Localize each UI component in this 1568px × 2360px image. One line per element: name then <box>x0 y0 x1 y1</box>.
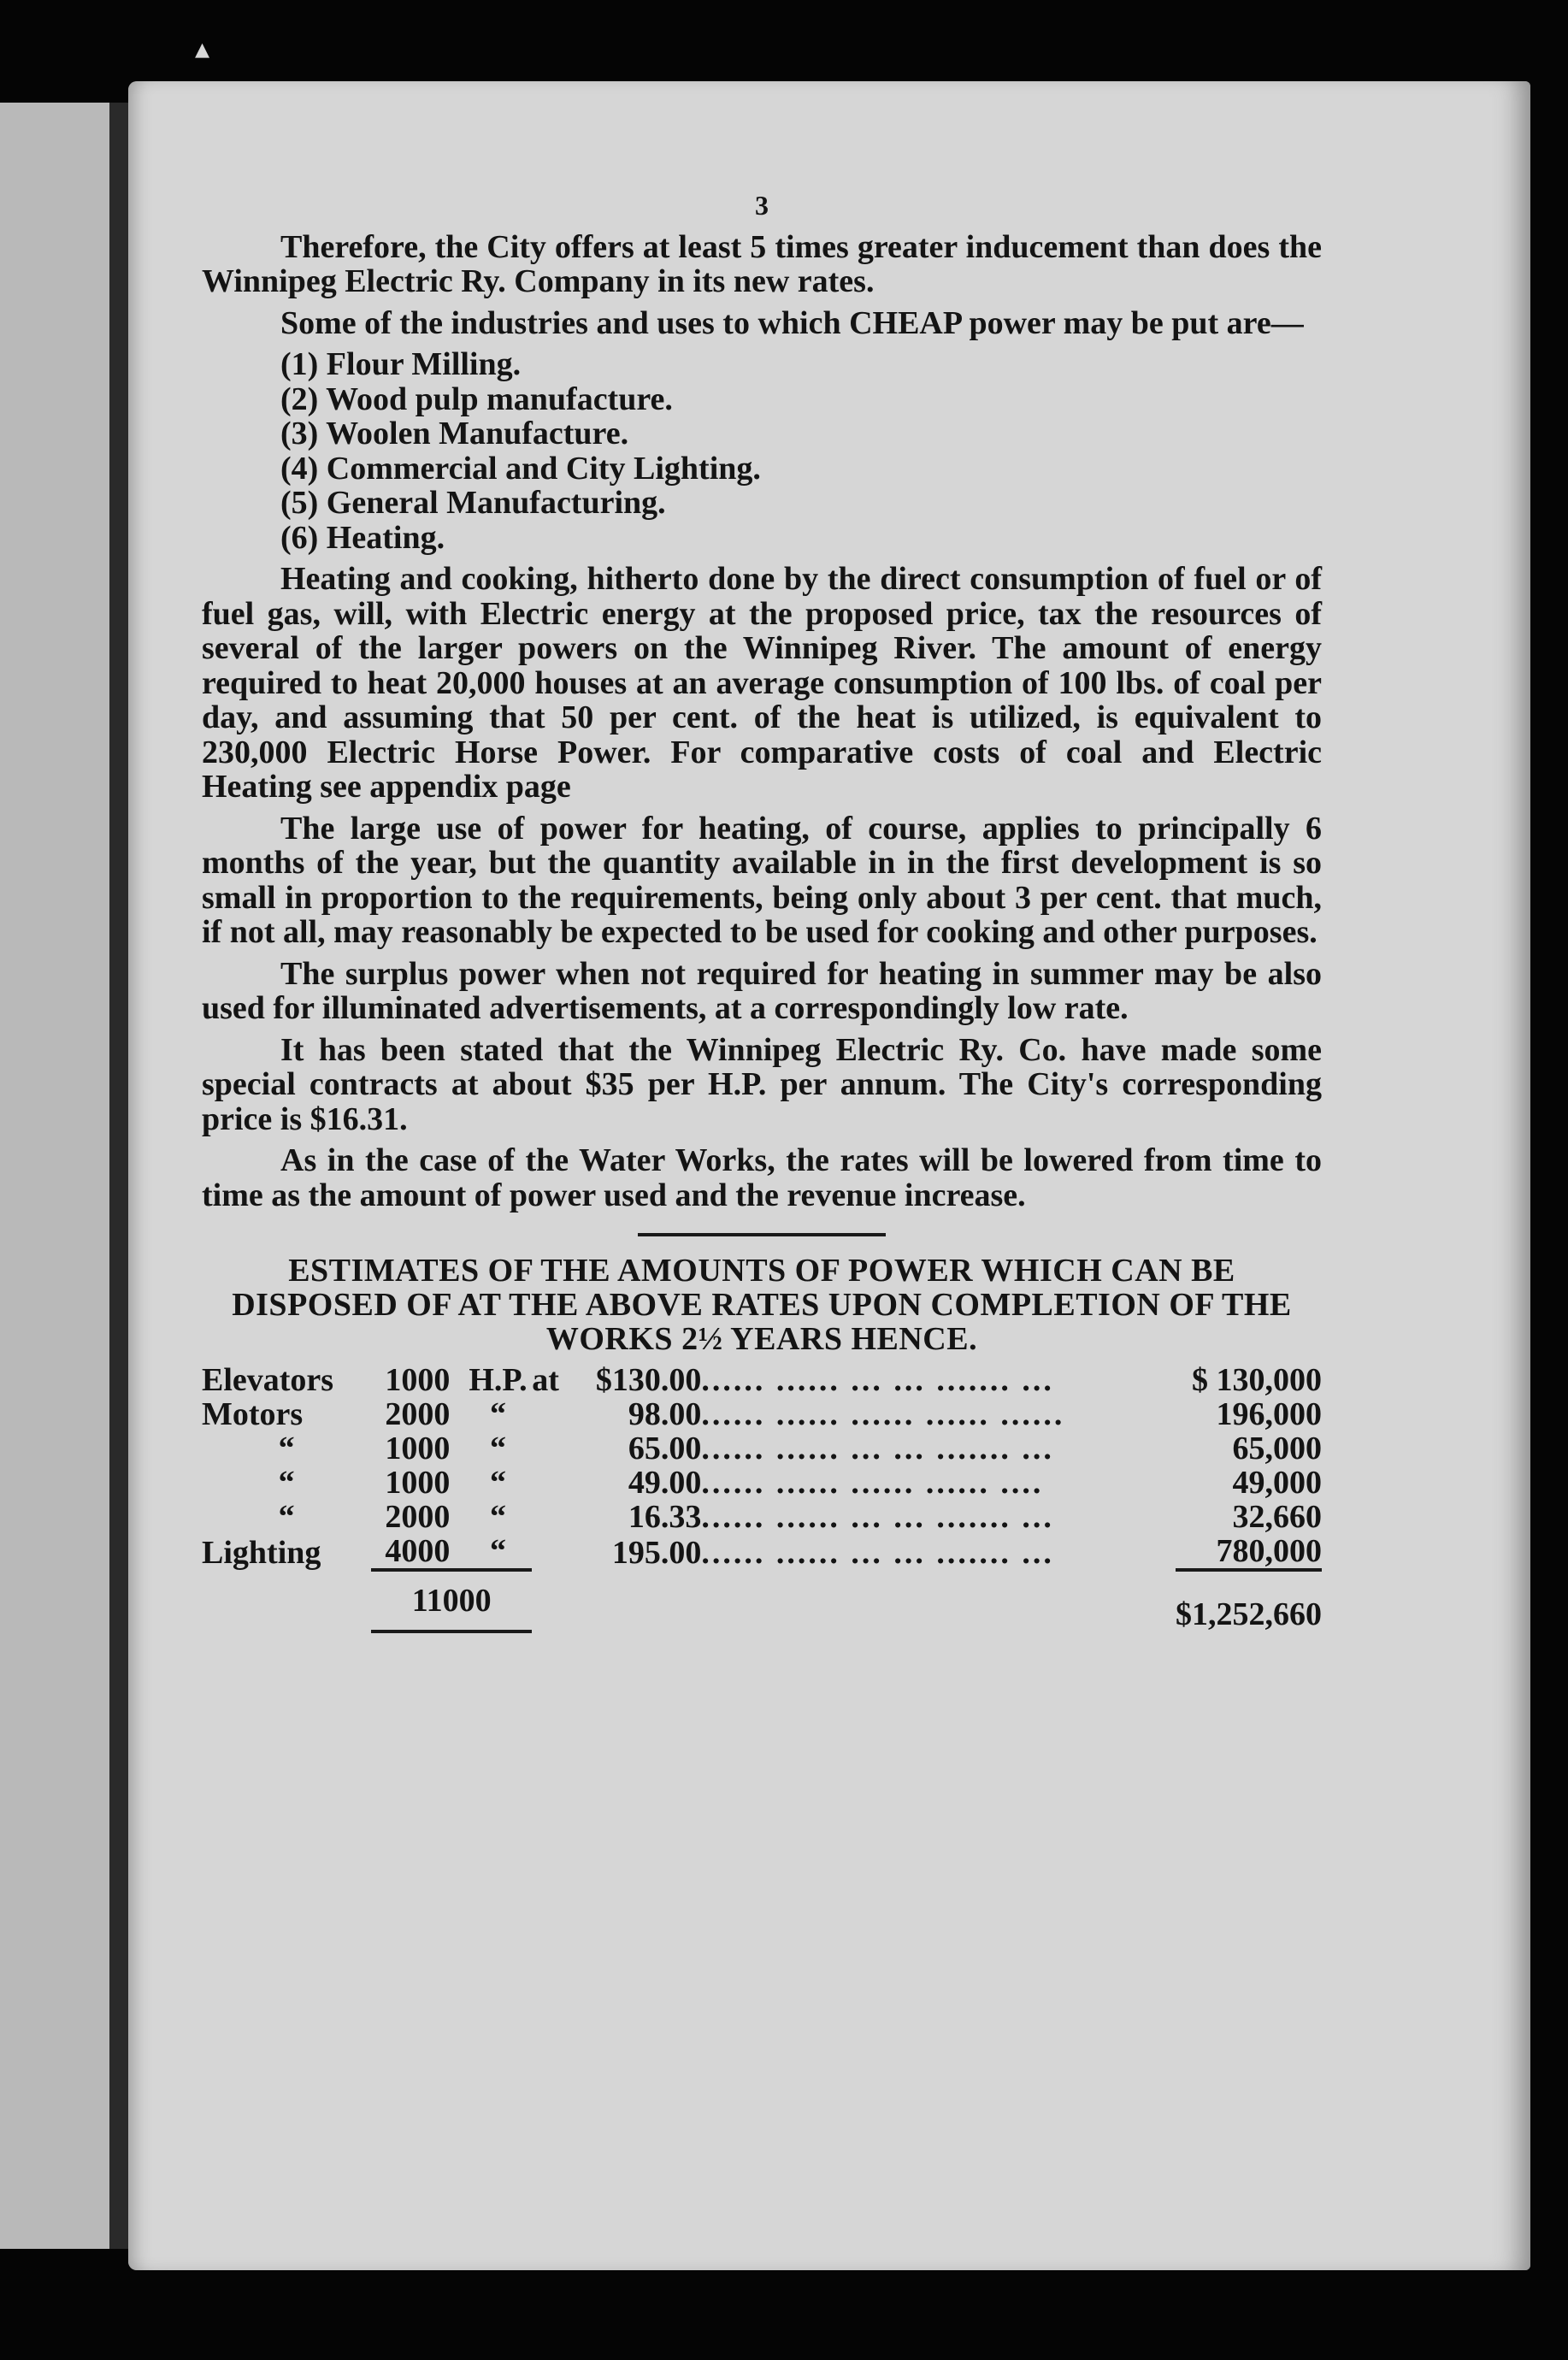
leader-dots: ...... ...... ... ... ....... ... <box>701 1500 1054 1534</box>
table-row <box>202 1500 1322 1534</box>
at-cell <box>532 1397 566 1431</box>
rate-cell: 16.33 <box>628 1499 702 1535</box>
use-cell: Lighting <box>202 1535 321 1571</box>
rate-cell: 195.00 <box>611 1535 702 1571</box>
table-row <box>202 1363 1322 1397</box>
industries-list <box>280 347 1322 555</box>
estimates-heading: ESTIMATES OF THE AMOUNTS OF POWER WHICH CAN BE DISPOSED OF AT THE ABOVE RATES UPON COMPLETION OF THE WORKS 2½ YEARS HENCE. <box>232 1253 1292 1357</box>
hp-cell: 1000 <box>385 1362 451 1398</box>
total-amount: $1,252,660 <box>1176 1570 1322 1631</box>
list-item: (4) Commercial and City Lighting. <box>280 450 761 487</box>
unit-cell: “ <box>489 1396 506 1432</box>
estimates-table <box>202 1363 1322 1633</box>
list-item: (3) Woolen Manufacture. <box>280 416 629 451</box>
at-cell <box>532 1534 566 1570</box>
scan-corner-mark: ▴ <box>195 32 210 66</box>
hp-cell: 2000 <box>385 1396 451 1432</box>
unit-cell: “ <box>489 1465 506 1501</box>
use-cell: “ <box>278 1431 295 1466</box>
paragraph-heating: Heating and cooking, hitherto done by the direct consumption of fuel or of fuel gas, will, with Electric energy at the proposed price, tax the resources of several of the larger powers on the Winnipeg River. The amount of energy required to heat 20,000 houses at an average consumption of 100 lbs. of coal per day, and assuming that 50 per cent. of the heat is utilized, is equivalent to 230,000 Electric Horse Power. For comparative costs of coal and Electric Heating see appendix page <box>202 561 1322 805</box>
section-divider <box>638 1233 886 1236</box>
at-cell <box>532 1431 566 1466</box>
paragraph-inducement: Therefore, the City offers at least 5 times greater inducement than does the Winnipeg Electric Ry. Company in its new rates. <box>202 228 1322 299</box>
empty-cell <box>532 1570 566 1631</box>
unit-cell: “ <box>489 1499 506 1535</box>
paragraph-industries-intro: Some of the industries and uses to which CHEAP power may be put are— <box>280 304 1304 341</box>
use-cell: “ <box>278 1465 295 1501</box>
amount-cell: 196,000 <box>1216 1396 1322 1432</box>
use-cell: Motors <box>202 1396 304 1432</box>
paragraph-rates-lowered: As in the case of the Water Works, the rates will be lowered from time to time as the amount of power used and the revenue increase. <box>202 1142 1322 1213</box>
paragraph-surplus-power: The surplus power when not required for heating in summer may be also used for illuminated advertisements, at a correspondingly low rate. <box>202 955 1322 1026</box>
hp-cell: 1000 <box>385 1465 451 1501</box>
amount-cell: 65,000 <box>1232 1431 1322 1466</box>
table-row <box>202 1534 1322 1570</box>
unit-cell: “ <box>489 1431 506 1466</box>
amount-cell: 49,000 <box>1232 1465 1322 1501</box>
list-item: (6) Heating. <box>280 519 445 556</box>
table-row <box>202 1466 1322 1500</box>
paragraph-contracts: It has been stated that the Winnipeg Electric Ry. Co. have made some special contracts at about $35 per H.P. per annum. The City's corresponding price is $16.31. <box>202 1031 1322 1137</box>
empty-cell <box>566 1570 702 1631</box>
table-row <box>202 1397 1322 1431</box>
at-cell: at <box>532 1362 559 1398</box>
rate-cell: $130.00 <box>595 1362 702 1398</box>
hp-cell: 2000 <box>385 1499 451 1535</box>
table-row <box>202 1431 1322 1466</box>
at-cell <box>532 1466 566 1500</box>
hp-cell: 4000 <box>385 1533 451 1569</box>
leader-dots: ...... ...... ... ... ....... ... <box>701 1535 1054 1570</box>
rate-cell: 49.00 <box>628 1465 702 1501</box>
at-cell <box>532 1500 566 1534</box>
leader-dots: ...... ...... ... ... ....... ... <box>701 1431 1054 1466</box>
paragraph-seasonal-use: The large use of power for heating, of course, applies to principally 6 months of the year, but the quantity available in in the first development is so small in proportion to the requirements, being only about 3 per cent. that much, if not all, may reasonably be expected to be used for cooking and other purposes. <box>202 810 1322 950</box>
rate-cell: 65.00 <box>628 1431 702 1466</box>
page-number: 3 <box>755 190 769 221</box>
amount-cell: $ 130,000 <box>1192 1362 1322 1398</box>
list-item: (5) General Manufacturing. <box>280 485 666 521</box>
list-item: (1) Flour Milling. <box>280 346 522 382</box>
empty-cell <box>701 1570 1176 1631</box>
list-item: (2) Wood pulp manufacture. <box>280 381 673 417</box>
facing-page <box>0 103 120 2249</box>
leader-dots: ...... ...... ...... ...... ...... <box>701 1397 1065 1431</box>
total-hp: 11000 <box>371 1570 532 1631</box>
empty-cell <box>202 1570 371 1631</box>
use-cell: “ <box>278 1499 295 1535</box>
book-gutter <box>109 103 128 2249</box>
leader-dots: ...... ...... ...... ...... .... <box>701 1466 1044 1500</box>
leader-dots: ...... ...... ... ... ....... ... <box>701 1363 1054 1397</box>
page-text <box>202 188 1322 1633</box>
hp-cell: 1000 <box>385 1431 451 1466</box>
rate-cell: 98.00 <box>628 1396 702 1432</box>
unit-cell: H.P. <box>469 1362 528 1398</box>
amount-cell: 32,660 <box>1232 1499 1322 1535</box>
totals-row <box>202 1570 1322 1631</box>
unit-cell: “ <box>489 1533 506 1569</box>
use-cell: Elevators <box>202 1362 334 1398</box>
amount-cell: 780,000 <box>1216 1533 1322 1569</box>
